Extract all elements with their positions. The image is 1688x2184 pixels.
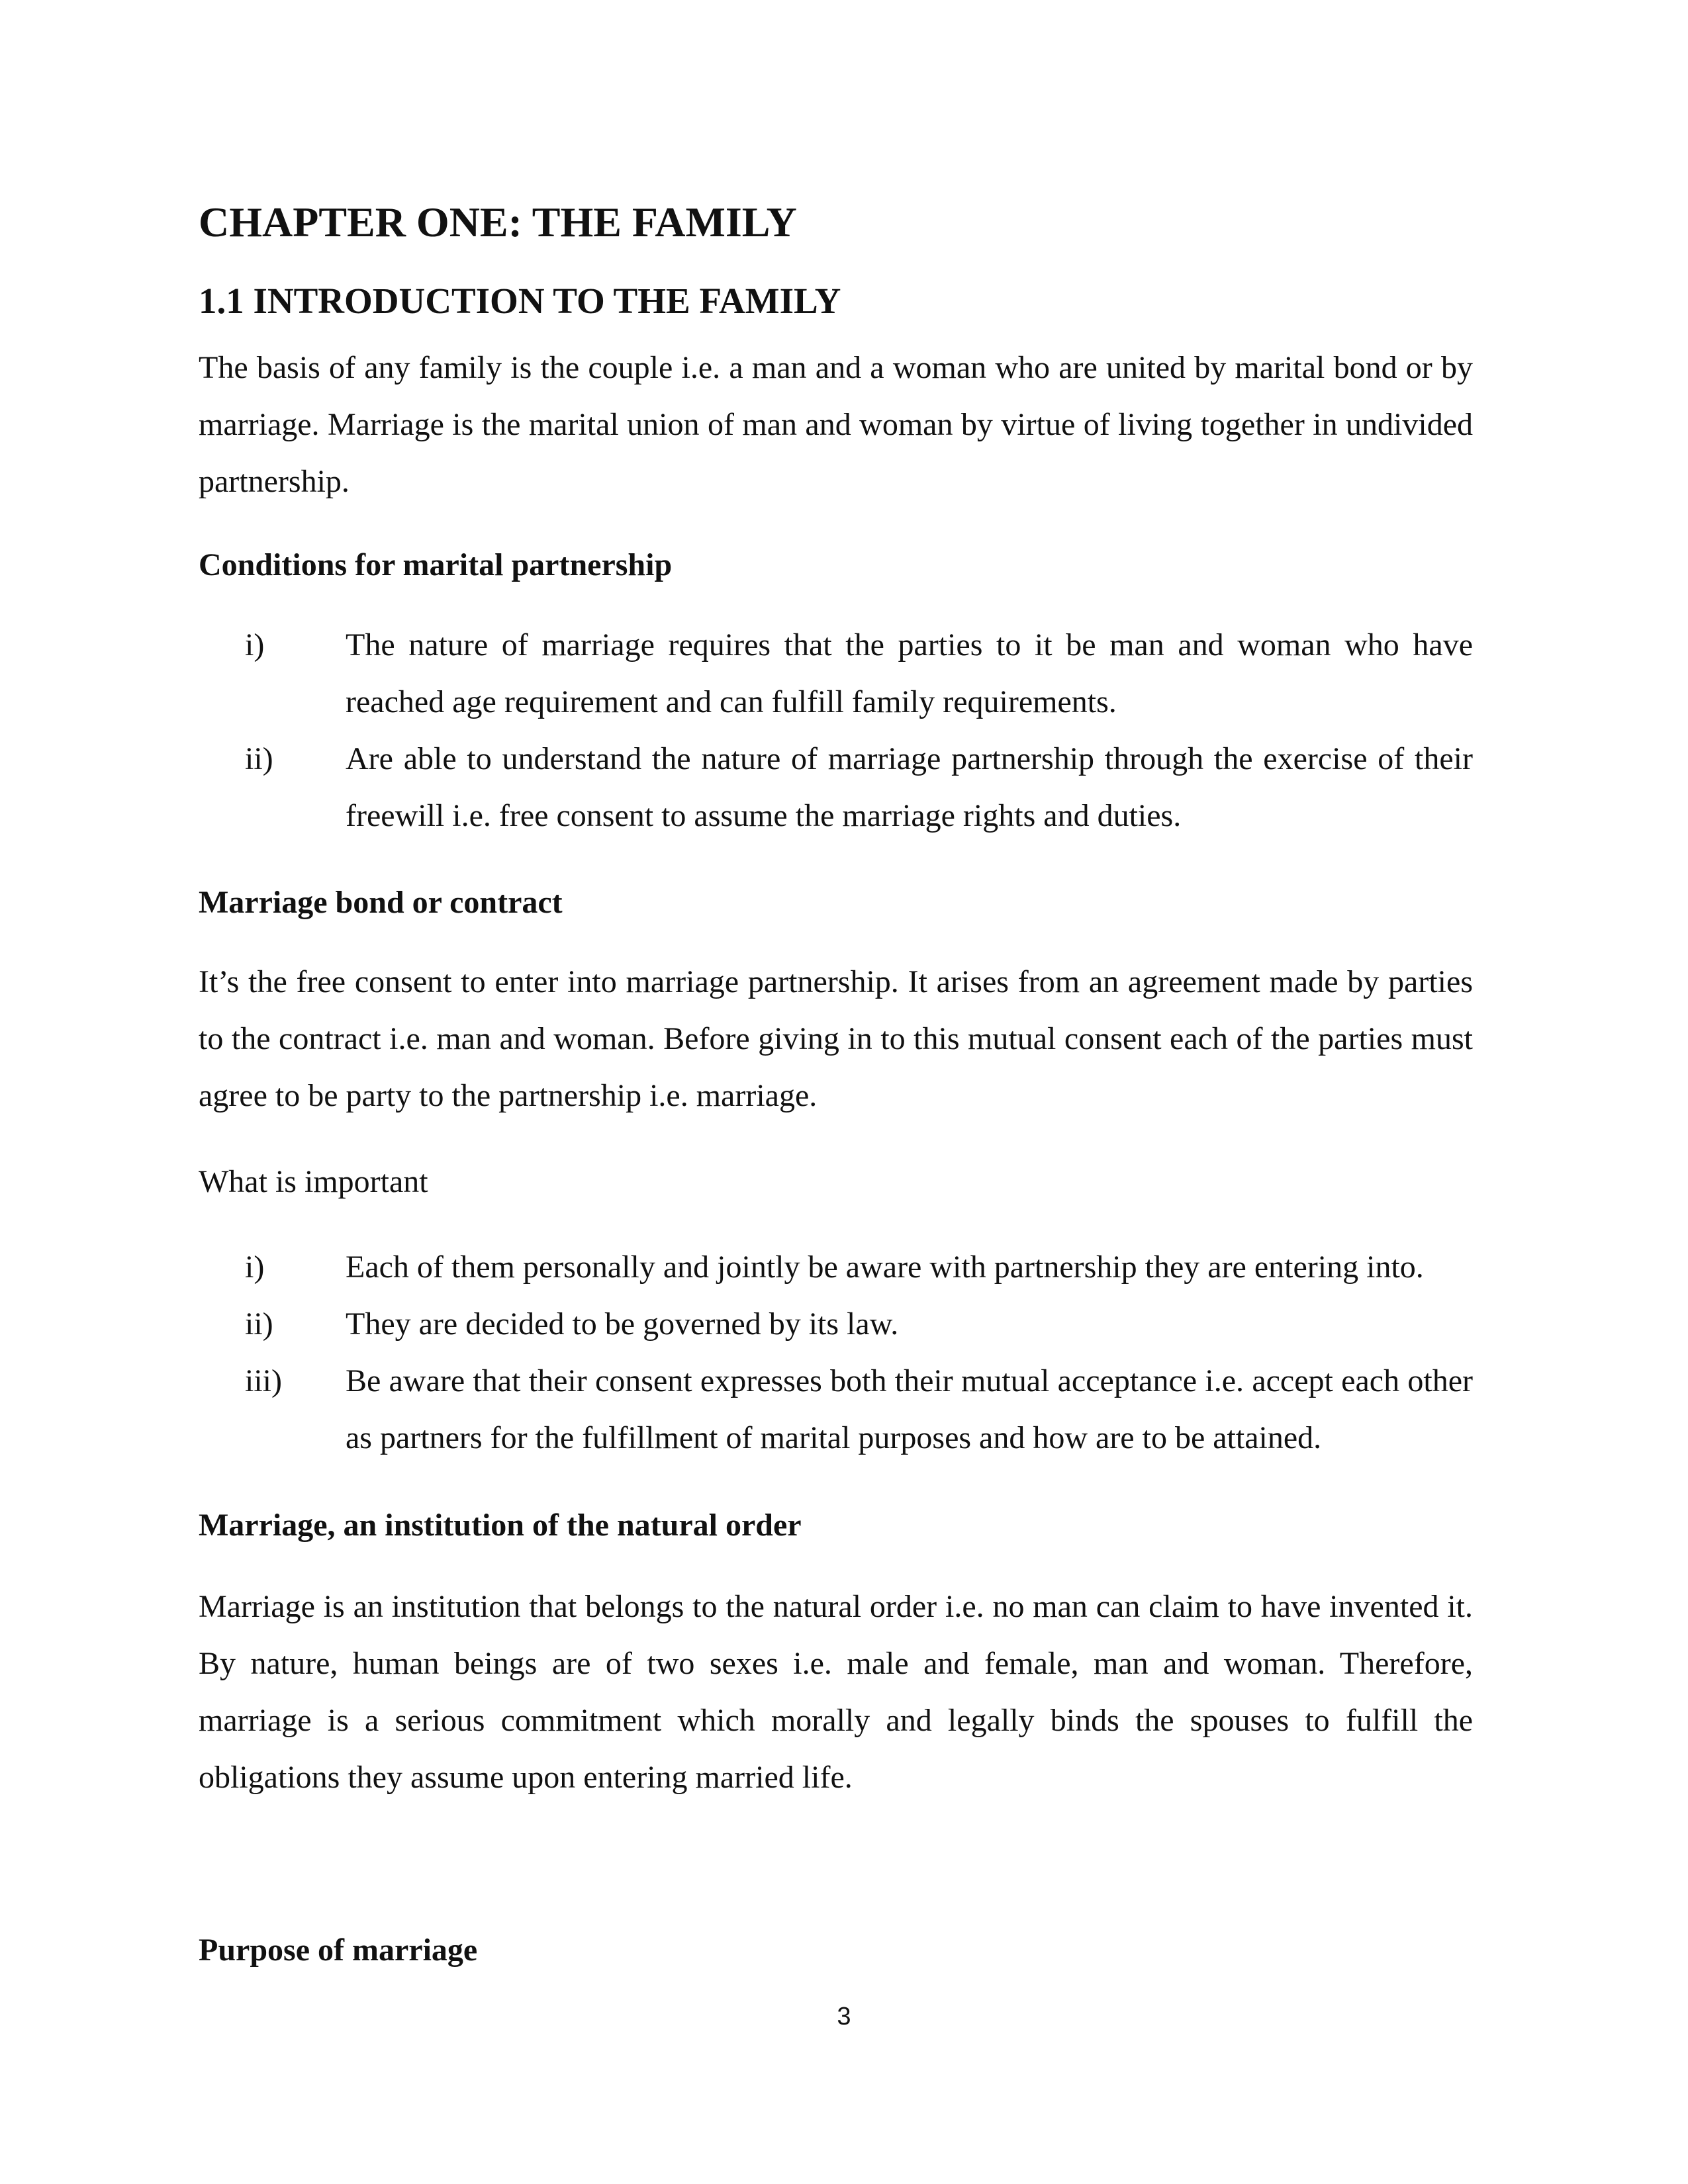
important-item (199, 1239, 1473, 1296)
list-number: ii) (245, 741, 273, 776)
institution-paragraph: Marriage is an institution that belongs to the natural order i.e. no man can claim to have invented it. By nature, human beings are of two sexes i.e. male and female, man and woman. Therefore, marriage is a serious commitment which morally and legally binds the spouses to fulfill the obligations they assume upon entering married life. (199, 1589, 1473, 1795)
institution-heading: Marriage, an institution of the natural order (199, 1508, 802, 1543)
list-item-text: Are able to understand the nature of marriage partnership through the exercise of their freewill i.e. free consent to assume the marriage rights and duties. (346, 741, 1473, 833)
conditions-item (199, 731, 1473, 844)
list-item-text: Each of them personally and jointly be aware with partnership they are entering into. (346, 1250, 1424, 1285)
intro-paragraph: The basis of any family is the couple i.e. a man and a woman who are united by marital bond or by marriage. Marriage is the marital union of man and woman by virtue of living together in undivided partnership. (199, 350, 1473, 499)
important-item (199, 1353, 1473, 1467)
important-item (199, 1296, 1473, 1353)
important-label: What is important (199, 1164, 428, 1199)
page-number: 3 (837, 2003, 851, 2030)
list-item-text: They are decided to be governed by its law. (346, 1306, 899, 1342)
bond-paragraph: It’s the free consent to enter into marriage partnership. It arises from an agreement made by parties to the contract i.e. man and woman. Before giving in to this mutual consent each of the parties must agree to be party to the partnership i.e. marriage. (199, 964, 1473, 1113)
conditions-heading: Conditions for marital partnership (199, 547, 673, 582)
list-item-text: Be aware that their consent expresses both their mutual acceptance i.e. accept each other as partners for the fulfillment of marital purposes and how are to be attained. (346, 1363, 1473, 1455)
list-number: ii) (245, 1306, 273, 1342)
section-title: 1.1 INTRODUCTION TO THE FAMILY (199, 281, 841, 321)
bond-heading: Marriage bond or contract (199, 885, 563, 920)
conditions-item (199, 617, 1473, 731)
purpose-heading: Purpose of marriage (199, 1933, 478, 1968)
list-number: i) (245, 627, 265, 662)
chapter-title: CHAPTER ONE: THE FAMILY (199, 199, 797, 246)
list-number: i) (245, 1250, 265, 1285)
list-number: iii) (245, 1363, 282, 1398)
list-item-text: The nature of marriage requires that the parties to it be man and woman who have reached age requirement and can fulfill family requirements. (346, 627, 1473, 719)
